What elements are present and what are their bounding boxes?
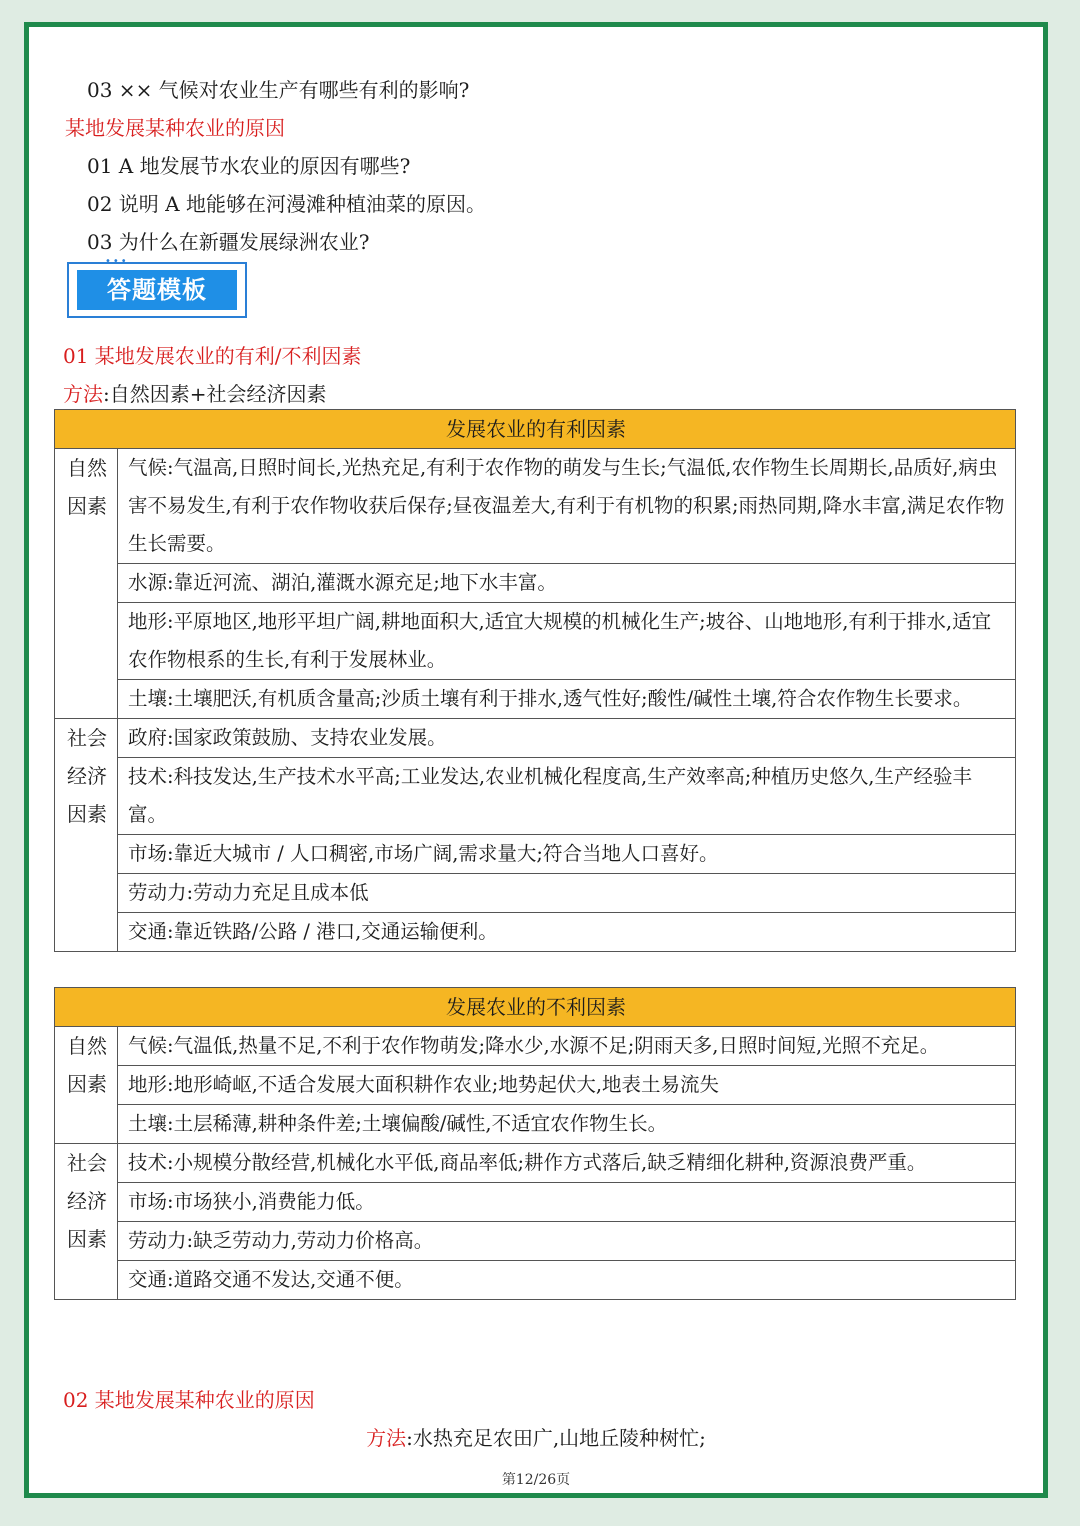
social-factors-label: 社会经济因素 — [55, 719, 118, 952]
page-frame — [24, 22, 1048, 1498]
page-number: 第12/26页 — [501, 1472, 571, 1488]
badge-label: 答题模板 — [77, 270, 237, 310]
factor-cell: 土壤:土层稀薄,耕种条件差;土壤偏酸/碱性,不适宜农作物生长。 — [118, 1105, 1016, 1144]
table-row — [55, 449, 1016, 564]
section1-method — [63, 379, 327, 409]
table-row — [55, 603, 1016, 680]
table-row — [55, 410, 1016, 449]
factor-cell: 技术:小规模分散经营,机械化水平低,商品率低;耕作方式落后,缺乏精细化耕种,资源浪费严重。 — [118, 1144, 1016, 1183]
table-row — [55, 1066, 1016, 1105]
table-row — [55, 1105, 1016, 1144]
factor-cell: 劳动力:劳动力充足且成本低 — [118, 874, 1016, 913]
factor-cell: 土壤:土壤肥沃,有机质含量高;沙质土壤有利于排水,透气性好;酸性/碱性土壤,符合农作物生长要求。 — [118, 680, 1016, 719]
unfavorable-header: 发展农业的不利因素 — [55, 988, 1016, 1027]
factor-cell: 水源:靠近河流、湖泊,灌溉水源充足;地下水丰富。 — [118, 564, 1016, 603]
method-label: 方法 — [366, 1426, 407, 1450]
factor-cell: 气候:气温低,热量不足,不利于农作物萌发;降水少,水源不足;阴雨天多,日照时间短,光照不充足。 — [118, 1027, 1016, 1066]
question-item: 02 说明 A 地能够在河漫滩种植油菜的原因。 — [87, 192, 486, 216]
table-row — [55, 758, 1016, 835]
question-item: 01 A 地发展节水农业的原因有哪些? — [87, 154, 411, 178]
table-row — [55, 988, 1016, 1027]
factor-cell: 交通:道路交通不发达,交通不便。 — [118, 1261, 1016, 1300]
factor-cell: 交通:靠近铁路/公路 / 港口,交通运输便利。 — [118, 913, 1016, 952]
answer-template-badge — [67, 256, 247, 318]
question-item: 03 为什么在新疆发展绿洲农业? — [87, 230, 370, 254]
table-row — [55, 1027, 1016, 1066]
natural-factors-label: 自然因素 — [55, 449, 118, 719]
table-row — [55, 1261, 1016, 1300]
table-row — [55, 913, 1016, 952]
table-row — [55, 835, 1016, 874]
favorable-factors-table — [54, 409, 1016, 952]
badge-dots: ••• — [105, 256, 129, 267]
factor-cell: 地形:地形崎岖,不适合发展大面积耕作农业;地势起伏大,地表土易流失 — [118, 1066, 1016, 1105]
favorable-header: 发展农业的有利因素 — [55, 410, 1016, 449]
factor-cell: 政府:国家政策鼓励、支持农业发展。 — [118, 719, 1016, 758]
social-factors-label: 社会经济因素 — [55, 1144, 118, 1300]
method-text: :自然因素+社会经济因素 — [103, 382, 327, 406]
section2-method — [29, 1423, 1043, 1453]
table-row — [55, 1222, 1016, 1261]
table-row — [55, 1144, 1016, 1183]
natural-factors-label: 自然因素 — [55, 1027, 118, 1144]
table-row — [55, 1183, 1016, 1222]
method-text: :水热充足农田广,山地丘陵种树忙; — [406, 1426, 706, 1450]
unfavorable-factors-table — [54, 987, 1016, 1300]
table-row — [55, 564, 1016, 603]
section1-title: 01 某地发展农业的有利/不利因素 — [63, 344, 362, 368]
table-row — [55, 680, 1016, 719]
factor-cell: 劳动力:缺乏劳动力,劳动力价格高。 — [118, 1222, 1016, 1261]
table-row — [55, 719, 1016, 758]
factor-cell: 地形:平原地区,地形平坦广阔,耕地面积大,适宜大规模的机械化生产;坡谷、山地地形,有利于排水,适宜农作物根系的生长,有利于发展林业。 — [118, 603, 1016, 680]
factor-cell: 市场:靠近大城市 / 人口稠密,市场广阔,需求量大;符合当地人口喜好。 — [118, 835, 1016, 874]
method-label: 方法 — [63, 382, 103, 406]
factor-cell: 市场:市场狭小,消费能力低。 — [118, 1183, 1016, 1222]
question-03-climate: 03 ×× 气候对农业生产有哪些有利的影响? — [87, 78, 470, 102]
factor-cell: 气候:气温高,日照时间长,光热充足,有利于农作物的萌发与生长;气温低,农作物生长周期长,品质好,病虫害不易发生,有利于农作物收获后保存;昼夜温差大,有利于有机物的积累;雨热同期,降水丰富,满足农作物生长需要。 — [118, 449, 1016, 564]
section-heading-reasons: 某地发展某种农业的原因 — [65, 116, 285, 140]
table-row — [55, 874, 1016, 913]
factor-cell: 技术:科技发达,生产技术水平高;工业发达,农业机械化程度高,生产效率高;种植历史悠久,生产经验丰富。 — [118, 758, 1016, 835]
section2-title: 02 某地发展某种农业的原因 — [63, 1388, 315, 1412]
